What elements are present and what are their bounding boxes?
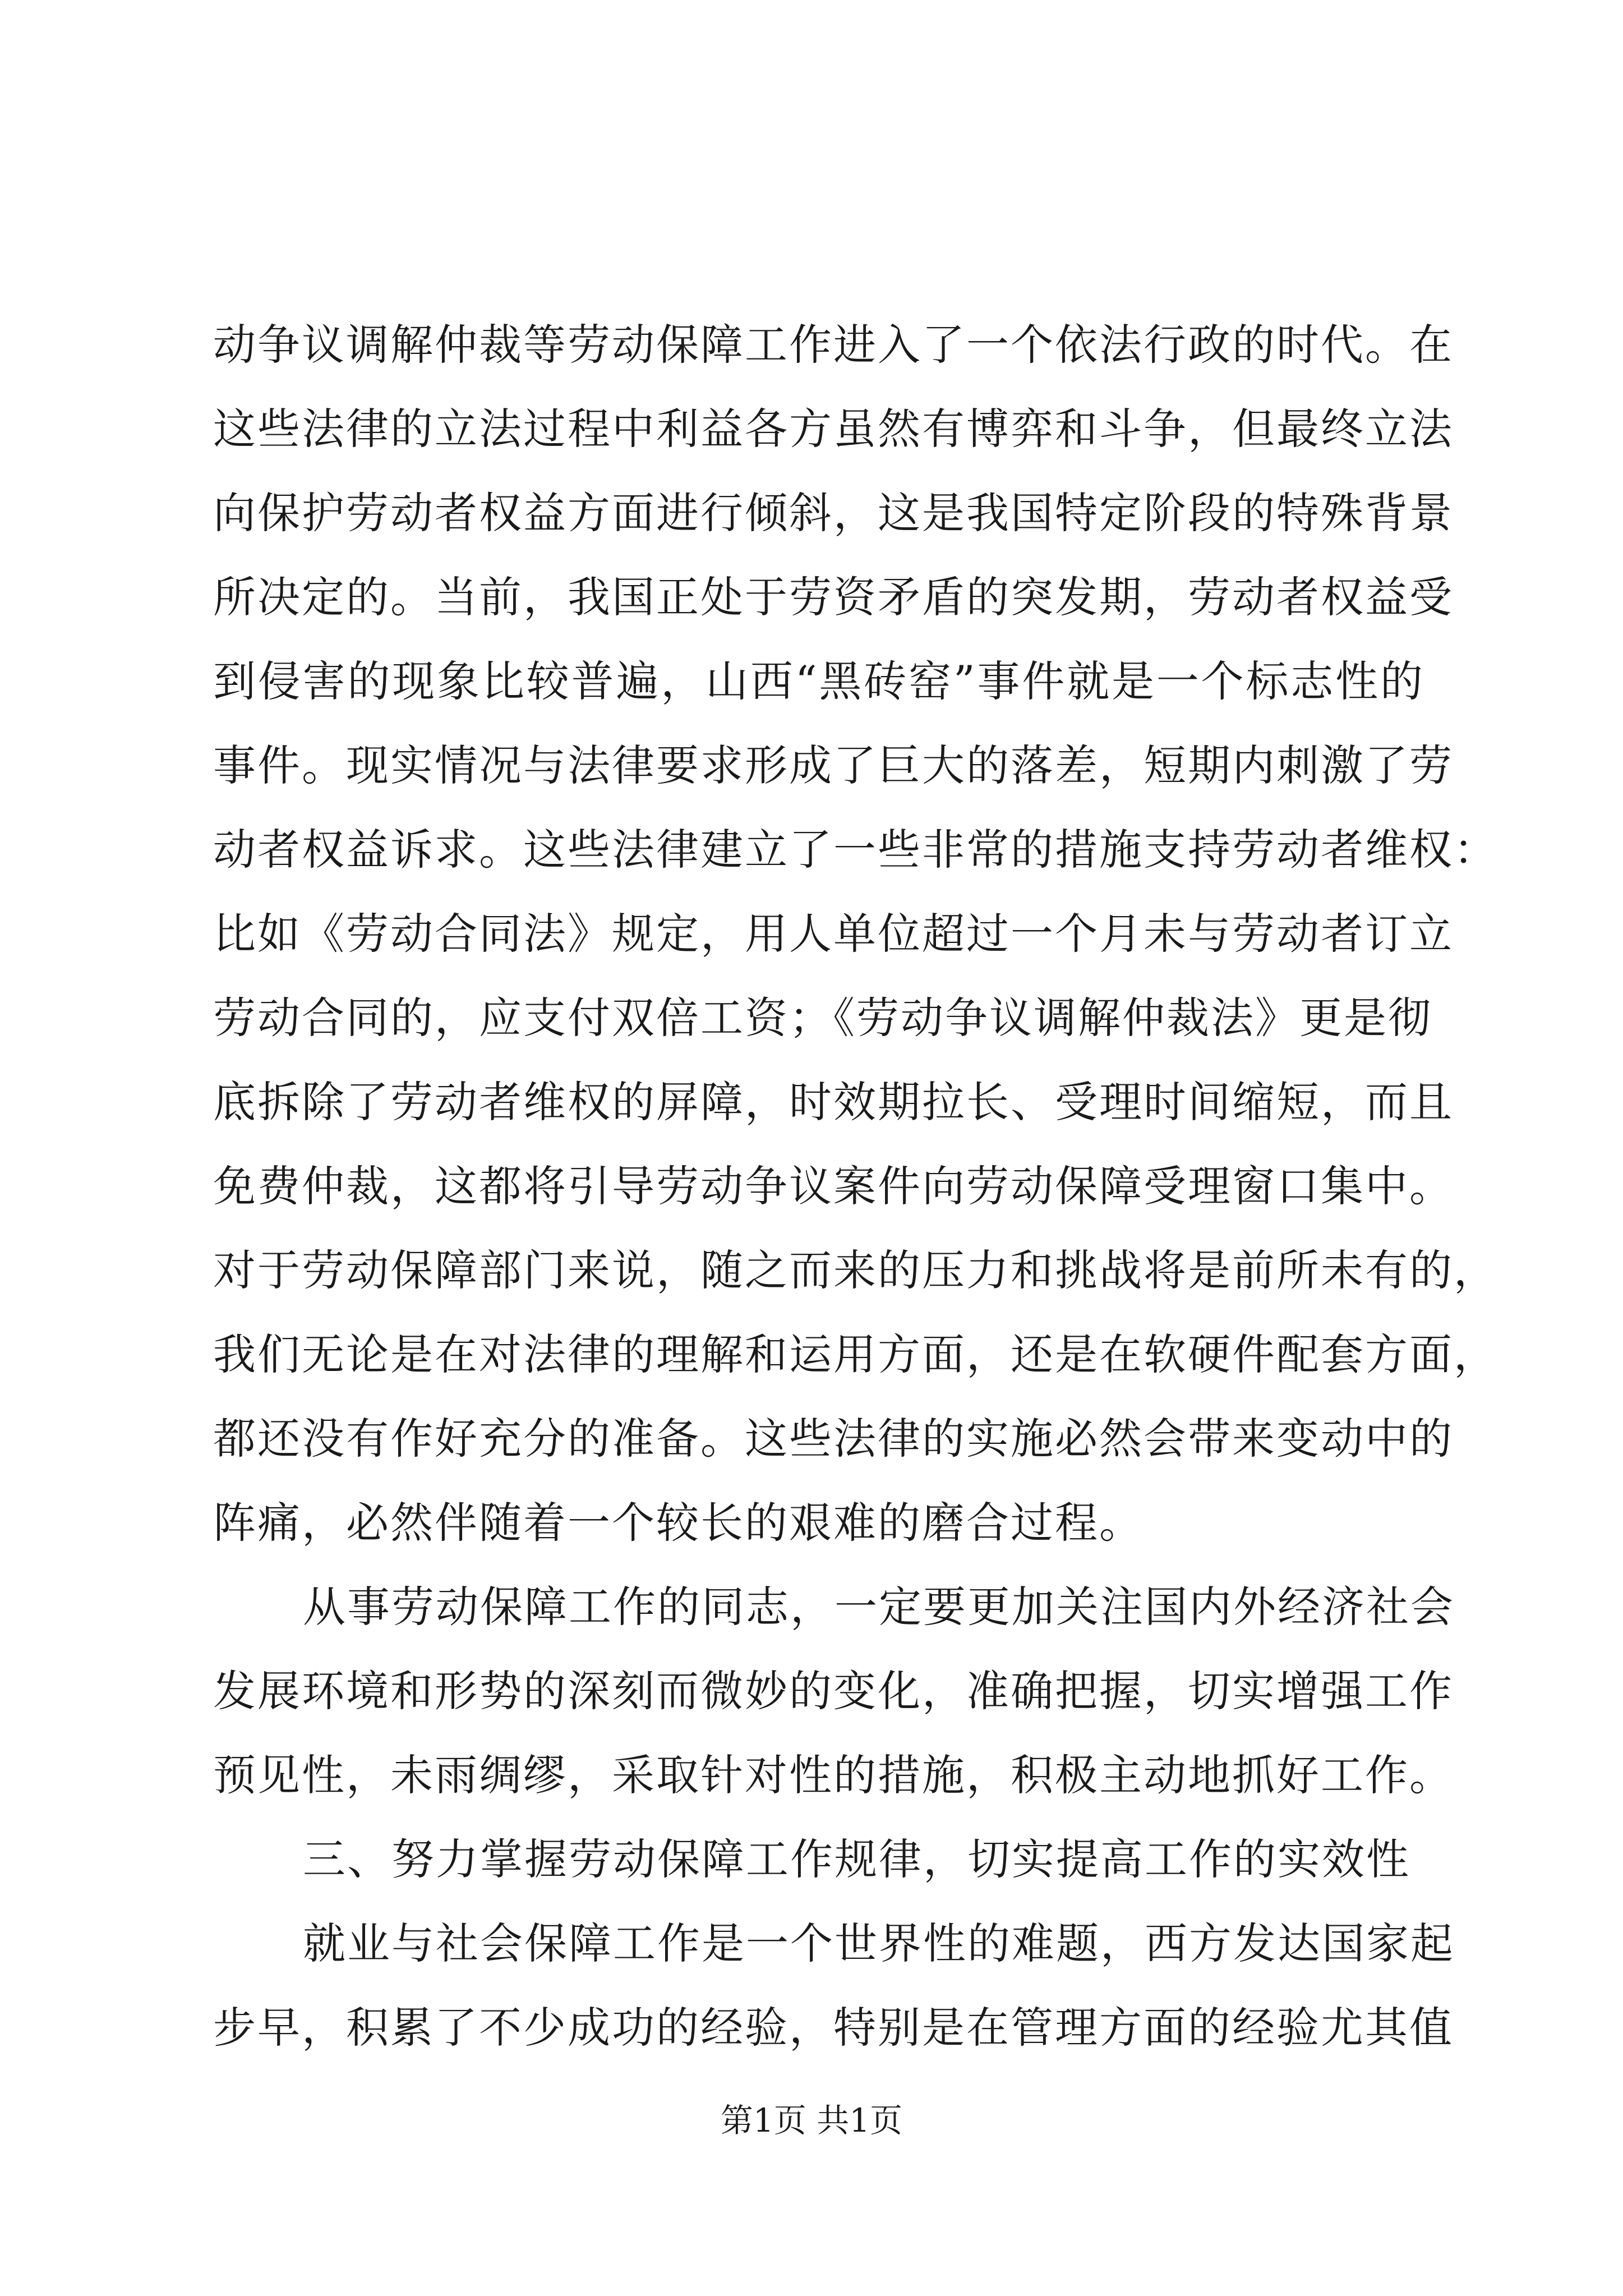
paragraph-start-line: 从事劳动保障工作的同志，一定要更加关注国内外经济社会 (303, 1582, 1455, 1632)
text-line: 发展环境和形势的深刻而微妙的变化，准确把握，切实增强工作 (213, 1666, 1454, 1716)
section-heading: 三、努力掌握劳动保障工作规律，切实提高工作的实效性 (303, 1834, 1410, 1884)
text-line: 到侵害的现象比较普遍，山西“黑砖窑”事件就是一个标志性的 (213, 656, 1424, 706)
text-line: 步早，积累了不少成功的经验，特别是在管理方面的经验尤其值 (213, 2003, 1454, 2053)
text-line: 免费仲裁，这都将引导劳动争议案件向劳动保障受理窗口集中。 (213, 1161, 1454, 1211)
page-number-label: 第1页 共1页 (720, 2101, 903, 2139)
text-line: 阵痛，必然伴随着一个较长的艰难的磨合过程。 (213, 1498, 1144, 1548)
text-line: 动争议调解仲裁等劳动保障工作进入了一个依法行政的时代。在 (213, 320, 1454, 370)
text-line: 事件。现实情况与法律要求形成了巨大的落差，短期内刺激了劳 (213, 740, 1454, 790)
text-line: 向保护劳动者权益方面进行倾斜，这是我国特定阶段的特殊背景 (213, 488, 1454, 538)
paragraph-start-line: 就业与社会保障工作是一个世界性的难题，西方发达国家起 (303, 1918, 1455, 1968)
text-line: 底拆除了劳动者维权的屏障，时效期拉长、受理时间缩短，而且 (213, 1077, 1454, 1127)
body-text (213, 303, 1498, 2070)
text-line: 所决定的。当前，我国正处于劳资矛盾的突发期，劳动者权益受 (213, 572, 1454, 622)
text-line: 对于劳动保障部门来说，随之而来的压力和挑战将是前所未有的， (213, 1245, 1498, 1295)
text-line: 动者权益诉求。这些法律建立了一些非常的措施支持劳动者维权： (213, 825, 1498, 875)
page-footer (0, 2098, 1623, 2143)
text-line: 劳动合同的，应支付双倍工资；《劳动争议调解仲裁法》更是彻 (213, 993, 1432, 1043)
text-line: 这些法律的立法过程中利益各方虽然有博弈和斗争，但最终立法 (213, 404, 1454, 454)
text-line: 我们无论是在对法律的理解和运用方面，还是在软硬件配套方面， (213, 1329, 1498, 1379)
text-line: 比如《劳动合同法》规定，用人单位超过一个月未与劳动者订立 (213, 909, 1454, 959)
text-line: 都还没有作好充分的准备。这些法律的实施必然会带来变动中的 (213, 1414, 1454, 1464)
text-line: 预见性，未雨绸缪，采取针对性的措施，积极主动地抓好工作。 (213, 1750, 1454, 1800)
